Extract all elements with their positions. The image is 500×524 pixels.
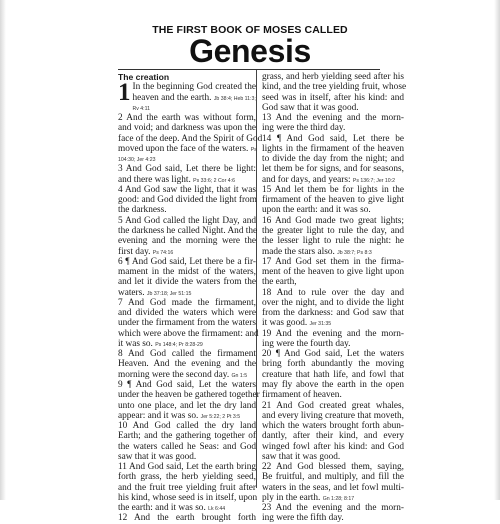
cross-reference: Jb 38:4; Heb 11:3;: [213, 95, 256, 102]
verse-text: may fly above the earth in the open: [262, 379, 404, 390]
verse-text: 2 And the earth was without form,: [118, 113, 256, 124]
verse-text: the earth,: [262, 277, 297, 288]
verse-line: [118, 257, 256, 267]
verse-text: it was good.: [262, 318, 308, 329]
verse-line: [118, 370, 256, 380]
left-column: [118, 72, 263, 524]
cross-reference: Jer 31:35: [309, 321, 332, 328]
verse-text: morning were the second day.: [118, 369, 230, 380]
verse-line: [118, 195, 256, 205]
verse-text: appear: and it was so.: [118, 410, 199, 421]
verse-text: 13 And the evening and the morn-: [262, 113, 404, 124]
cross-reference: Gn 1:28; 8:17: [322, 495, 355, 502]
verse-line: [262, 113, 404, 123]
verse-line: [118, 93, 256, 103]
verse-line: [262, 421, 404, 431]
verse-line: [118, 144, 256, 154]
cross-reference: Ps 74:16: [152, 249, 174, 256]
verse-text: 12 And the earth brought forth: [118, 513, 256, 524]
verse-line: [262, 164, 404, 174]
verse-text: 6 ¶ And God said, Let there be a fir-: [118, 256, 256, 267]
verse-line: [118, 288, 256, 298]
verse-text: mament in the midst of the waters,: [118, 267, 256, 278]
verse-text: In the beginning God created the: [132, 82, 256, 93]
verse-line: [118, 339, 256, 349]
verse-text: 10 And God called the dry land: [118, 421, 256, 432]
verse-line: [262, 185, 404, 195]
verse-text: made the stars also.: [262, 246, 335, 257]
verse-text: and for days, and years:: [262, 174, 351, 185]
section-heading: The creation: [118, 72, 170, 82]
verse-line: [262, 431, 404, 441]
verse-line: [262, 503, 404, 513]
verse-line: [262, 483, 404, 493]
verse-line: [262, 103, 404, 113]
verse-line: [118, 113, 256, 123]
verse-line: [262, 267, 404, 277]
verse-text: the darkness.: [118, 205, 167, 216]
verse-text: under the firmament from the waters: [118, 318, 256, 329]
verse-line: [262, 226, 404, 236]
verse-line: [262, 123, 404, 133]
verse-text: 21 And God created great whales,: [262, 400, 404, 411]
chapter-drop-cap: 1: [118, 79, 131, 107]
verse-text: his kind, whose seed is in itself, upon: [118, 492, 258, 503]
verse-line: [118, 103, 256, 113]
cross-reference: Jer 5:22; 2 Pt 3:5: [200, 413, 241, 420]
cross-reference: Jb 37:18; Jer 51:15: [146, 290, 192, 297]
verse-line: [262, 411, 404, 421]
verse-text: upon the earth: and it was so.: [262, 205, 371, 216]
page-edge-left: [0, 0, 6, 500]
verse-text: grass, and herb yielding seed after his: [262, 72, 404, 82]
verse-line: [262, 401, 404, 411]
page-edge-right: [494, 0, 500, 500]
verse-line: [118, 205, 256, 215]
verse-text: 8 And God called the firmament: [118, 349, 256, 360]
verse-text: seed was in itself, after his kind: and: [262, 92, 404, 103]
verse-text: forth grass, the herb yielding seed,: [118, 472, 256, 483]
verse-line: [262, 513, 404, 523]
verse-line: [118, 328, 259, 339]
verse-line: [118, 267, 256, 277]
verse-text: creature that hath life, and fowl that: [262, 369, 404, 380]
verse-text: 15 And let them be for lights in the: [262, 184, 404, 195]
verse-text: ment of the heaven to give light upon: [262, 267, 404, 278]
verse-text: winged fowl after his kind: and God: [262, 441, 404, 452]
verse-text: 9 ¶ And God said, Let the waters: [118, 379, 256, 390]
verse-line: [262, 318, 404, 328]
verse-line: [118, 359, 256, 369]
right-column: [262, 72, 407, 524]
verse-line: [262, 493, 404, 503]
verse-text: lights in the firmament of the heaven: [262, 143, 404, 154]
verse-text: the earth: and it was so.: [118, 503, 206, 514]
verse-line: [262, 175, 404, 185]
verse-text: bring forth abundantly the moving: [262, 359, 404, 370]
verse-text: unto one place, and let the dry land: [118, 400, 256, 411]
verse-text: and the fruit tree yielding fruit after: [118, 482, 256, 493]
cross-reference: Ps: [250, 146, 257, 153]
verse-line: [118, 483, 256, 493]
verse-text: the lesser light to rule the night: he: [262, 236, 404, 247]
verse-text: firmament of heaven.: [262, 390, 342, 401]
verse-line: [118, 298, 256, 308]
verse-line: [118, 154, 256, 164]
book-intro: THE FIRST BOOK OF MOSES CALLED: [152, 24, 348, 36]
verse-line: [262, 359, 404, 369]
left-column-text: [118, 79, 263, 524]
verse-text: dantly, after their kind, and every: [262, 431, 404, 442]
verse-line: [262, 380, 404, 390]
verse-text: heaven and the earth.: [132, 92, 212, 103]
verse-text: 23 And the evening and the morn-: [262, 503, 404, 514]
verse-line: [262, 93, 404, 103]
verse-text: waters in the seas, and let fowl multi-: [262, 482, 404, 493]
verse-text: from the darkness: and God saw that: [262, 308, 404, 319]
verse-line: [118, 318, 256, 328]
verse-line: [262, 349, 404, 359]
verse-text: moved upon the face of the waters.: [118, 143, 249, 154]
verse-line: [118, 452, 256, 462]
verse-line: [262, 134, 404, 144]
title-rule: [118, 69, 380, 70]
verse-line: [118, 513, 256, 523]
verse-text: and void; and darkness was upon the: [118, 123, 256, 134]
verse-text: Heaven. And the evening and the: [118, 359, 256, 370]
cross-reference: Jb 38:7; Ps 8:3: [337, 249, 372, 256]
cross-reference: Gn 1:5: [231, 372, 248, 379]
verse-text: ing were the fourth day.: [262, 338, 351, 349]
verse-text: 16 And God made two great lights;: [262, 215, 404, 226]
verse-text: over the night, and to divide the light: [262, 297, 404, 308]
verse-line: [118, 472, 256, 482]
cross-reference: Lk 6:44: [208, 506, 226, 513]
verse-text: first day.: [118, 246, 151, 257]
verse-line: [262, 144, 404, 154]
verse-text: 22 And God blessed them, saying,: [262, 462, 404, 473]
verse-line: [262, 308, 404, 318]
verse-line: [262, 452, 404, 462]
verse-line: [262, 339, 404, 349]
verse-line: [118, 431, 256, 441]
verse-line: [118, 503, 256, 513]
verse-line: [118, 390, 260, 401]
verse-text: 18 And to rule over the day and: [262, 287, 404, 298]
verse-line: [118, 308, 256, 318]
cross-reference: Rv 4:11: [132, 105, 150, 112]
verse-line: [262, 288, 404, 298]
verse-text: 3 And God said, Let there be light:: [118, 164, 256, 175]
verse-text: 7 And God made the firmament,: [118, 297, 256, 308]
verse-text: evening and the morning were the: [118, 236, 256, 247]
verse-text: and every living creature that moveth,: [262, 410, 404, 421]
verse-text: which the waters brought forth abun-: [262, 421, 404, 432]
verse-line: [118, 411, 256, 421]
verse-text: 4 And God saw the light, that it was: [118, 184, 256, 195]
verse-text: 17 And God set them in the firma-: [262, 256, 404, 267]
verse-text: the waters called he Seas: and God: [118, 441, 256, 452]
verse-text: 20 ¶ And God said, Let the waters: [262, 349, 404, 360]
verse-line: [118, 236, 256, 246]
verse-line: [262, 216, 404, 226]
verse-line: [118, 380, 256, 390]
verse-line: [262, 154, 404, 164]
verse-text: let them be for signs, and for seasons,: [262, 164, 404, 175]
verse-line: [262, 82, 407, 93]
verse-text: under the heaven be gathered together: [118, 390, 260, 401]
verse-line: [262, 370, 404, 380]
verse-text: which were above the firmament: and: [118, 328, 259, 339]
verse-line: [262, 236, 404, 246]
verse-text: Earth; and the gathering together of: [118, 431, 256, 442]
cross-reference: Ps 148:4; Pr 8:28-29: [155, 341, 203, 348]
verse-text: kind, and the tree yielding fruit, whose: [262, 82, 407, 93]
verse-text: to divide the day from the night; and: [262, 154, 404, 165]
verse-text: the greater light to rule the day, and: [262, 225, 404, 236]
verse-line: [118, 349, 256, 359]
verse-text: saw that it was good.: [262, 451, 341, 462]
verse-text: good: and God divided the light from: [118, 195, 257, 206]
right-column-text: [262, 72, 407, 524]
verse-text: God saw that it was good.: [262, 102, 359, 113]
verse-text: and let it divide the waters from the: [118, 277, 256, 288]
verse-text: 5 And God called the light Day, and: [118, 215, 256, 226]
verse-text: saw that it was good.: [118, 451, 197, 462]
verse-line: [118, 185, 256, 195]
verse-line: [118, 442, 256, 452]
verse-line: [118, 247, 256, 257]
verse-line: [262, 462, 404, 472]
verse-line: [262, 247, 404, 257]
verse-text: 14 ¶ And God said, Let there be: [262, 133, 404, 144]
verse-text: face of the deep. And the Spirit of God: [118, 133, 263, 144]
verse-line: [118, 216, 256, 226]
verse-text: ply in the earth.: [262, 492, 321, 503]
verse-line: [262, 277, 404, 287]
verse-line: [118, 277, 256, 287]
verse-line: [262, 72, 404, 82]
verse-line: [118, 401, 256, 411]
verse-line: [118, 226, 256, 236]
verse-text: Be fruitful, and multiply, and fill the: [262, 472, 404, 483]
cross-reference: 104:30; Jer 4:23: [118, 157, 156, 164]
verse-line: [262, 257, 404, 267]
verse-line: [262, 195, 404, 205]
verse-line: [118, 421, 256, 431]
verse-text: ing were the fifth day.: [262, 513, 344, 524]
verse-text: the darkness he called Night. And the: [118, 225, 258, 236]
verse-line: [118, 462, 256, 472]
verse-line: [262, 390, 404, 400]
book-title: Genesis: [189, 33, 311, 69]
verse-text: ing were the third day.: [262, 123, 346, 134]
verse-text: and there was light.: [118, 174, 191, 185]
verse-line: [118, 123, 256, 133]
verse-text: and divided the waters which were: [118, 308, 256, 319]
verse-line: [262, 329, 404, 339]
verse-line: [118, 82, 256, 92]
verse-line: [262, 472, 404, 482]
verse-text: waters.: [118, 287, 145, 298]
verse-line: [118, 493, 256, 503]
verse-text: firmament of the heaven to give light: [262, 195, 404, 206]
verse-line: [118, 164, 256, 174]
verse-text: 11 And God said, Let the earth bring: [118, 462, 256, 473]
verse-text: it was so.: [118, 338, 153, 349]
verse-line: [118, 175, 256, 185]
cross-reference: Ps 136:7; Jer 10:2: [352, 177, 395, 184]
verse-text: 19 And the evening and the morn-: [262, 328, 404, 339]
verse-line: [262, 205, 404, 215]
verse-line: [262, 298, 404, 308]
verse-line: [262, 442, 404, 452]
verse-line: [118, 133, 263, 144]
cross-reference: Ps 33:6; 2 Cor 4:6: [193, 177, 235, 184]
